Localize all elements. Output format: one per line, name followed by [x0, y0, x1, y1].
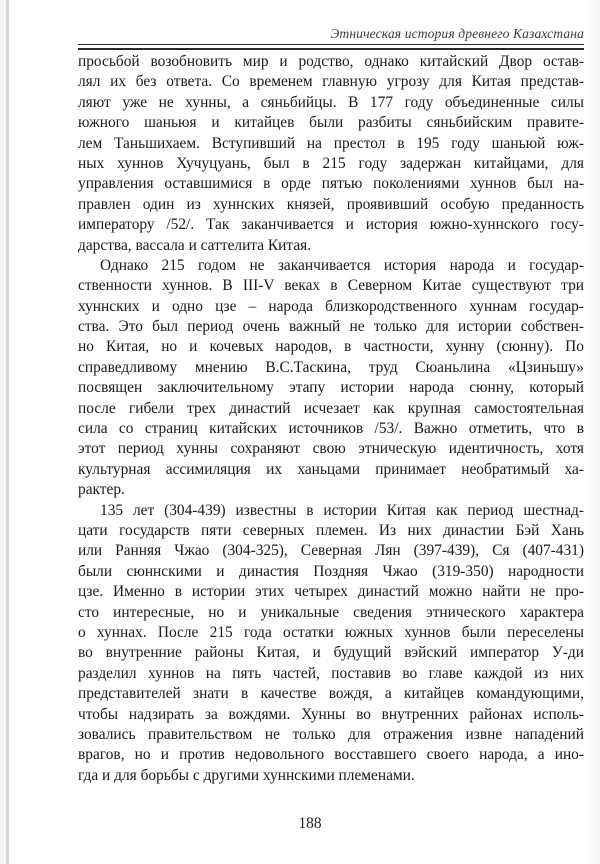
paragraph-3 — [78, 501, 584, 786]
text-line: рактер. — [78, 481, 125, 499]
text-line: справедливому мнению В.С.Таскина, труд Сюаньлина «Цзиньшу» — [78, 358, 584, 376]
text-line: ственности хуннов. В III-V веках в Северном Китае существуют три — [78, 277, 584, 295]
text-line: ных хуннов Хучуцуань, был в 215 году задержан китайцами, для — [78, 154, 584, 172]
running-header: Этническая история древнего Казахстана — [330, 26, 584, 41]
text-line: но Китая, но и кочевых народов, в частности, хунну (сюнну). По — [78, 338, 584, 356]
text-line: правлен один из хуннских князей, проявивший особую преданность — [78, 195, 584, 213]
page-number: 188 — [298, 815, 322, 832]
text-line: представителей знати в качестве вождя, а китайцев командующими, — [78, 685, 584, 703]
text-line: о хуннах. После 215 года остатки южных хуннов были переселены — [78, 623, 584, 641]
text-line: ляют уже не хунны, а сяньбийцы. В 177 году объединенные силы — [78, 93, 584, 111]
text-line: культурная ассимиляция их ханьцами принимает необратимый ха- — [78, 460, 584, 478]
text-line: лял их без ответа. Со временем главную угрозу для Китая представ- — [78, 73, 584, 91]
text-line: цати государств пяти северных племен. Из них династии Бэй Хань — [78, 521, 584, 539]
text-line: ства. Это был период очень важный не только для истории собствен- — [78, 318, 584, 336]
text-line: зовались правительством не только для отражения извне нападений — [78, 725, 584, 743]
text-line: или Ранняя Чжао (304-325), Северная Лян (397-439), Ся (407-431) — [78, 542, 584, 560]
paragraph-1 — [78, 52, 584, 256]
text-line: лем Таньшихаем. Вступивший на престол в 195 году шаньюй юж- — [78, 134, 584, 152]
text-line: Однако 215 годом не заканчивается история народа и государ- — [100, 256, 584, 274]
text-line: посвящен заключительному этапу истории народа сюнну, который — [78, 379, 584, 397]
text-line: хуннских и одно цзе – народа близкородственного хуннам государ- — [78, 297, 584, 315]
text-line: цзе. Именно в истории этих четырех династий можно найти не про- — [78, 583, 584, 601]
text-line: императору /52/. Так заканчивается и история южно-хуннского госу- — [78, 216, 584, 234]
header-rule-thin — [78, 44, 584, 45]
text-line: чтобы надзирать за вождями. Хунны во внутренних районах исполь- — [78, 705, 584, 723]
text-line: были сюннскими и династия Поздняя Чжао (319-350) народности — [78, 562, 584, 580]
text-line: врагов, но и против недовольного восставшего своего народа, а ино- — [78, 746, 584, 764]
text-line: во внутренние районы Китая, и будущий вэйский император У-ди — [78, 644, 584, 662]
page-edge-shadow — [6, 0, 9, 864]
text-line: управления оставшимися в орде пятью поколениями хуннов был на- — [78, 175, 584, 193]
text-line: сто интересные, но и уникальные сведения этнического характера — [78, 603, 584, 621]
text-line: после гибели трех династий исчезает как крупная самостоятельная — [78, 399, 584, 417]
main-text — [78, 52, 584, 786]
paragraph-2 — [78, 256, 584, 501]
text-line: южного шаньюя и китайцев были разбиты сяньбийским правите- — [78, 114, 584, 132]
text-line: разделил хуннов на пять частей, поставив во главе каждой из них — [78, 664, 584, 682]
text-line: этот период хунны сохраняют свою этническую идентичность, хотя — [78, 440, 584, 458]
text-line: гда и для борьбы с другими хуннскими племенами. — [78, 766, 415, 784]
text-line: сила со страниц китайских источников /53/. Важно отметить, что в — [78, 420, 584, 438]
header-rule-thick — [78, 48, 584, 50]
text-line: просьбой возобновить мир и родство, однако китайский Двор остав- — [78, 53, 584, 70]
text-line: дарства, вассала и саттелита Китая. — [78, 236, 312, 254]
text-line: 135 лет (304-439) известны в истории Китая как период шестнад- — [100, 501, 584, 519]
